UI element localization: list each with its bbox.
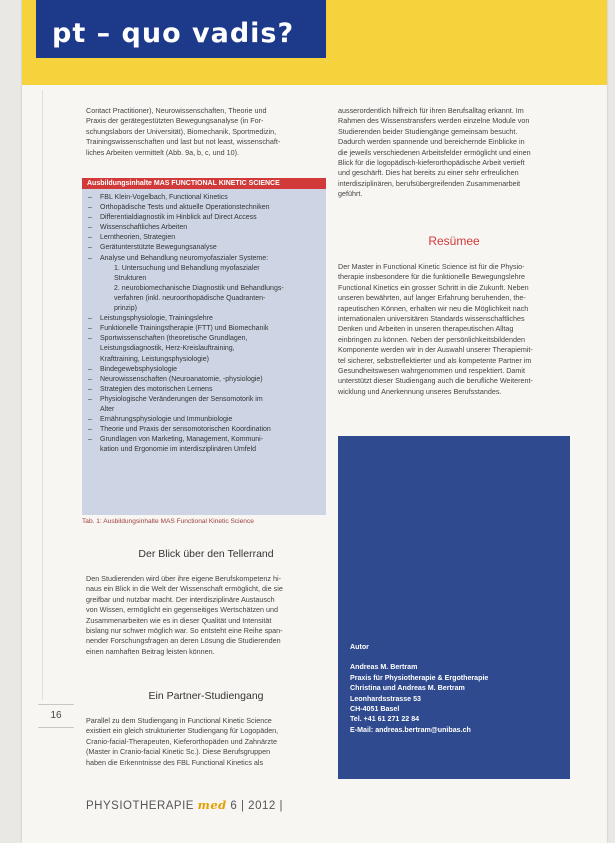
list-item: – Differentialdiagnostik im Hinblick auf Direct Access xyxy=(88,213,322,223)
text-line: Leonhardsstrasse 53 xyxy=(350,694,421,703)
text-line: Andreas M. Bertram xyxy=(350,663,418,672)
text-line: Denken und Arbeiten in unseren therapeutischen Alltag xyxy=(338,324,514,334)
text-line: haben die Erkenntnisse des FBL Functional Kinetics als xyxy=(86,757,264,767)
text-line: die jeweils verschiedenen Arbeitsfelder ermöglicht und einen xyxy=(338,147,531,157)
list-item: – Physiologische Veränderungen der Sensomotorik im xyxy=(88,395,322,405)
journal-med: med xyxy=(197,798,227,812)
text-line: bislang nur schwer möglich war. So entsteht eine Reihe span- xyxy=(86,626,283,636)
list-item: – Theorie und Praxis der sensomotorischen Koordination xyxy=(88,425,322,435)
text-line: liches Arbeiten vermittelt (Abb. 9a, b, c, und 10). xyxy=(86,147,240,157)
journal-name: PHYSIOTHERAPIE xyxy=(86,800,194,812)
course-content-title: Ausbildungsinhalte MAS FUNCTIONAL KINETIC SCIENCE xyxy=(82,178,326,189)
text-line: existiert ein gleich strukturierter Studiengang für Logopäden, xyxy=(86,726,279,736)
course-content-box xyxy=(82,178,326,515)
text-line: Den Studierenden wird über ihre eigene Berufskompetenz hi- xyxy=(86,574,281,583)
text-line: von Wissen, ermöglicht ein gegenseitiges Wertschätzen und xyxy=(86,605,279,615)
text-line: einen namhaften Beitrag leisten können. xyxy=(86,646,215,656)
text-line: Blick für die logopädisch-kieferorthopädische Arbeit vertieft xyxy=(338,158,525,168)
list-item: verfahren (inkl. neuroorthopädische Quadranten- xyxy=(114,294,266,302)
section-text-resume xyxy=(338,262,570,397)
list-item: prinzip) xyxy=(114,305,137,313)
list-item: – Neurowissenschaften (Neuroanatomie, -physiologie) xyxy=(88,375,322,385)
text-line: internationalen universitären Standards wissenschaftliches xyxy=(338,314,525,324)
journal-issue: 6 | 2012 | xyxy=(230,800,283,812)
list-item: – FBL Klein-Vogelbach, Functional Kinetics xyxy=(88,193,322,203)
section-text-tellerrand xyxy=(86,574,326,657)
text-line: schungslabors der Universität), Biomechanik, Sportmedizin, xyxy=(86,126,277,136)
list-item: kation und Ergonomie im interdisziplinären Umfeld xyxy=(100,446,257,454)
text-line: Der Master in Functional Kinetic Science ist für die Physio- xyxy=(338,262,525,271)
right-intro-text xyxy=(338,106,570,200)
text-line: naus ein Blick in die Welt der Wissenschaft ermöglicht, die sie xyxy=(86,584,283,594)
text-line: E-Mail: andreas.bertram@unibas.ch xyxy=(350,725,471,734)
footer xyxy=(86,798,283,812)
list-item: Leistungsdiagnostik, Herz-Kreislauftraining, xyxy=(100,345,235,353)
left-intro-text xyxy=(86,106,326,158)
author-info xyxy=(350,642,488,735)
list-item: 2. neurobiomechanische Diagnostik und Behandlungs- xyxy=(114,284,284,292)
text-line: Rahmen des Wissenstransfers werden einzelne Module von xyxy=(338,116,530,126)
page-number: 16 xyxy=(38,704,74,728)
text-line: Dadurch werden spannende und bereichernde Einblicke in xyxy=(338,137,525,147)
text-line: (Master in Cranio-facial Kinetic Sc.). Diese Berufsgruppen xyxy=(86,747,271,757)
section-heading-resume: Resümee xyxy=(428,234,480,248)
list-item: – Ernährungsphysiologie und Immunbiologie xyxy=(88,415,322,425)
text-line: tel sicherer, selbstreflektierter und als kompetente Partner im xyxy=(338,355,532,365)
text-line: Parallel zu dem Studiengang in Functional Kinetic Science xyxy=(86,716,272,725)
list-item: Strukturen xyxy=(114,274,147,282)
text-line: Komponente werden wir in der Auswahl unserer Therapiemit- xyxy=(338,345,533,355)
author-box xyxy=(338,436,570,779)
text-line: unterstützt dieser Studiengang auch die berufliche Weiterent- xyxy=(338,376,533,386)
text-line: Tel. +41 61 271 22 84 xyxy=(350,715,420,724)
text-line: ausserordentlich hilfreich für ihren Berufsalltag erkannt. Im xyxy=(338,106,524,115)
text-line: Cranio-facial-Therapeuten, Kieferorthopäden und Zahnärzte xyxy=(86,736,277,746)
text-line: Zusammenarbeiten wie es in dieser Qualität und Intensität xyxy=(86,615,272,625)
text-line: geführt. xyxy=(338,189,363,199)
text-line: CH-4051 Basel xyxy=(350,705,400,714)
list-item: – Bindegewebsphysiologie xyxy=(88,365,322,375)
text-line: therapie insbesondere für die funktionelle Bewegungslehre xyxy=(338,272,526,282)
list-item: – Wissenschaftliches Arbeiten xyxy=(88,223,322,233)
text-line: interdisziplinären, berufsübergreifenden Zusammenarbeit xyxy=(338,178,521,188)
text-line: Functional Kinetics ein grosser Schritt in die Zukunft. Neben xyxy=(338,282,529,292)
list-item: – Sportwissenschaften (theoretische Grundlagen, xyxy=(88,334,322,344)
text-line: Gesundheitswesen wahrgenommen und respektiert. Damit xyxy=(338,366,525,376)
list-item: – Funktionelle Trainingstherapie (FTT) und Biomechanik xyxy=(88,324,322,334)
text-line: Trainingswissenschaften und last but not least, wissenschaft- xyxy=(86,137,281,147)
text-line: einbringen zu können. Neben der persönlichkeitsbildenden xyxy=(338,334,526,344)
author-label: Autor xyxy=(350,643,369,651)
section-heading-partner: Ein Partner-Studiengang xyxy=(148,690,264,702)
table-caption: Tab. 1: Ausbildungsinhalte MAS Functional Kinetic Science xyxy=(82,518,254,525)
list-item: – Strategien des motorischen Lernens xyxy=(88,385,322,395)
section-text-partner xyxy=(86,716,326,768)
text-line: wicklung und Anerkennung unseres Berufsstandes. xyxy=(338,386,502,396)
margin-divider xyxy=(42,90,43,700)
author-address xyxy=(350,662,488,735)
list-item: – Orthopädische Tests und aktuelle Operationstechniken xyxy=(88,203,322,213)
list-item: – Grundlagen von Marketing, Management, Kommuni- xyxy=(88,435,322,445)
text-line: Contact Practitioner), Neurowissenschaften, Theorie und xyxy=(86,106,267,115)
text-line: rapeutischen Können, erhalten wir neu die Möglichkeit nach xyxy=(338,303,529,313)
section-heading-tellerrand: Der Blick über den Tellerrand xyxy=(138,548,274,560)
text-line: Christina und Andreas M. Bertram xyxy=(350,684,465,693)
list-item: – Leistungsphysiologie, Trainingslehre xyxy=(88,314,322,324)
list-item: – Analyse und Behandlung neuromyofaszialer Systeme: xyxy=(88,254,322,264)
page-title: pt – quo vadis? xyxy=(52,18,295,49)
text-line: und geschärft. Dies hat bereits zu einer sehr erfreulichen xyxy=(338,168,519,178)
text-line: nender Forschungsfragen an deren Lösung die Studierenden xyxy=(86,636,281,646)
list-item: – Gerätunterstützte Bewegungsanalyse xyxy=(88,243,322,253)
list-item: Alter xyxy=(100,405,115,413)
list-item: Krafttraining, Leistungsphysiologie) xyxy=(100,355,209,363)
course-content-list xyxy=(82,193,326,455)
text-line: greifbar und nutzbar macht. Der interdisziplinäre Austausch xyxy=(86,594,275,604)
text-line: unseren bewährten, auf langer Erfahrung beruhenden, the- xyxy=(338,293,526,303)
text-line: Praxis der gerätegestützten Bewegungsanalyse (in For- xyxy=(86,116,264,126)
list-item: 1. Untersuchung und Behandlung myofaszialer xyxy=(114,264,260,272)
list-item: – Lerntheorien, Strategien xyxy=(88,233,322,243)
text-line: Studierenden beider Studiengänge gemeinsam besucht. xyxy=(338,126,518,136)
text-line: Praxis für Physiotherapie & Ergotherapie xyxy=(350,673,489,682)
